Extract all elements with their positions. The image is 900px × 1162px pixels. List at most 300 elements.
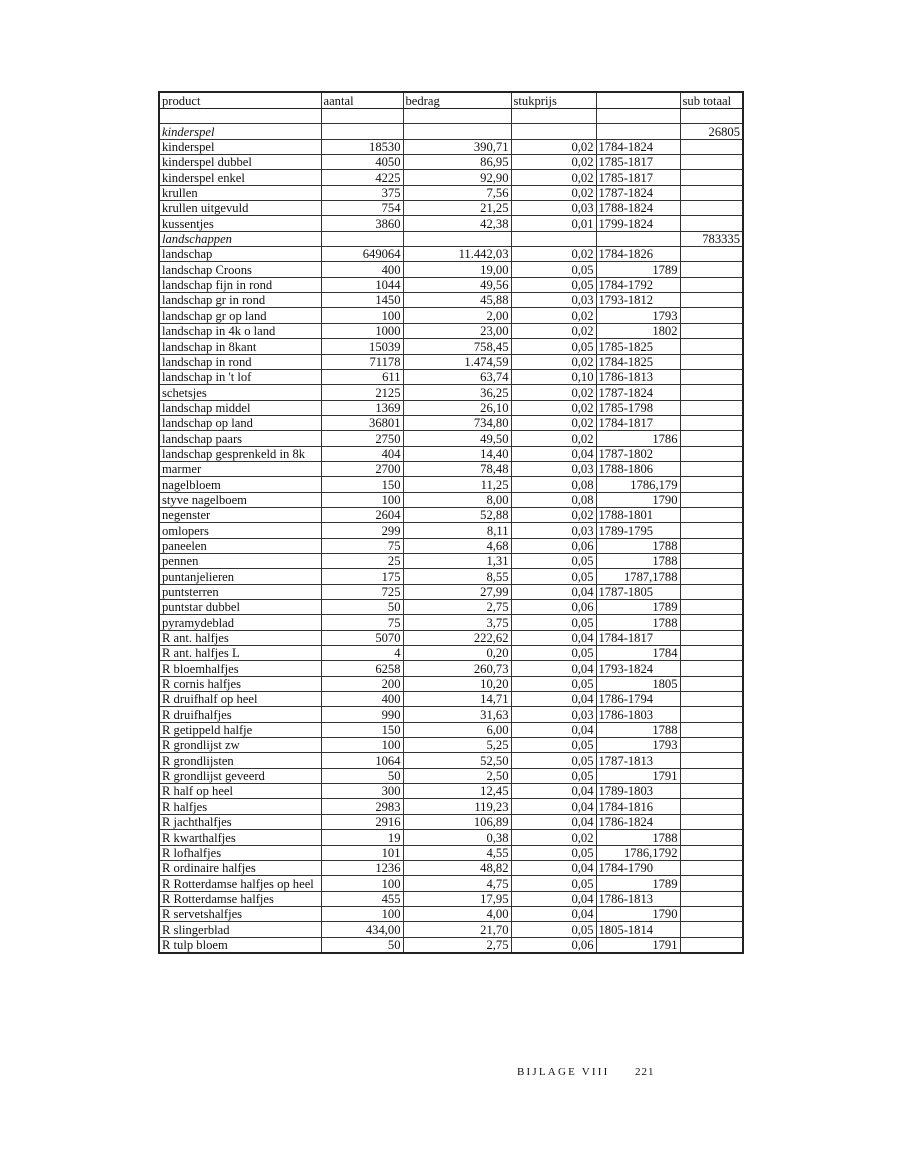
cell-periode: 1793-1812 [596,293,680,308]
cell-aantal: 404 [321,446,403,461]
cell-aantal: 75 [321,615,403,630]
table-row [159,692,743,707]
cell-bedrag: 260,73 [403,661,511,676]
cell-aantal: 5070 [321,630,403,645]
cell-aantal: 375 [321,185,403,200]
cell-aantal: 754 [321,201,403,216]
cell-bedrag: 0,38 [403,830,511,845]
cell-stukprijs: 0,04 [511,906,596,921]
cell-subtotaal [680,738,743,753]
cell-aantal: 1000 [321,323,403,338]
table-row [159,339,743,354]
cell-periode: 1788 [596,615,680,630]
cell-subtotaal [680,385,743,400]
table-row [159,784,743,799]
cell-periode: 1788-1801 [596,507,680,522]
page-number: 221 [635,1066,655,1078]
cell-periode: 1786-1813 [596,891,680,906]
cell-stukprijs: 0,02 [511,155,596,170]
cell-bedrag: 1,31 [403,553,511,568]
cell-bedrag: 5,25 [403,738,511,753]
cell-bedrag: 52,88 [403,507,511,522]
section-row [159,231,743,246]
cell-stukprijs: 0,03 [511,201,596,216]
cell-periode: 1785-1798 [596,400,680,415]
cell-subtotaal [680,538,743,553]
cell-subtotaal [680,354,743,369]
cell-stukprijs: 0,02 [511,507,596,522]
cell-periode: 1790 [596,492,680,507]
cell-aantal: 611 [321,369,403,384]
cell-stukprijs: 0,05 [511,876,596,891]
table-row [159,170,743,185]
cell-stukprijs: 0,06 [511,600,596,615]
cell-aantal: 100 [321,738,403,753]
cell-stukprijs: 0,05 [511,262,596,277]
cell-aantal: 1044 [321,277,403,292]
cell-stukprijs: 0,05 [511,646,596,661]
cell-aantal: 400 [321,262,403,277]
cell-periode: 1787-1802 [596,446,680,461]
cell-aantal: 150 [321,477,403,492]
cell-periode: 1789-1795 [596,523,680,538]
cell-subtotaal [680,646,743,661]
cell-aantal: 100 [321,876,403,891]
cell-bedrag: 2,50 [403,768,511,783]
cell-product: R grondlijst geveerd [159,768,321,783]
cell-periode: 1786-1824 [596,814,680,829]
cell-subtotaal [680,262,743,277]
cell-aantal: 25 [321,553,403,568]
table-row [159,354,743,369]
cell-aantal: 100 [321,308,403,323]
cell-periode: 1789-1803 [596,784,680,799]
cell-stukprijs: 0,08 [511,477,596,492]
cell-aantal: 6258 [321,661,403,676]
cell-product: R kwarthalfjes [159,830,321,845]
cell-bedrag: 11.442,03 [403,247,511,262]
cell-bedrag: 14,71 [403,692,511,707]
cell-subtotaal [680,569,743,584]
cell-aantal: 990 [321,707,403,722]
cell-subtotaal [680,523,743,538]
cell-bedrag: 390,71 [403,139,511,154]
cell-bedrag: 63,74 [403,369,511,384]
cell-product: R ant. halfjes [159,630,321,645]
cell-bedrag: 36,25 [403,385,511,400]
cell-product: paneelen [159,538,321,553]
cell-product: pennen [159,553,321,568]
cell-product: kinderspel dubbel [159,155,321,170]
cell-stukprijs: 0,03 [511,707,596,722]
cell-subtotaal [680,369,743,384]
cell-subtotaal [680,446,743,461]
cell-product: puntstar dubbel [159,600,321,615]
cell-stukprijs: 0,10 [511,369,596,384]
cell-product: landschap in 't lof [159,369,321,384]
cell-subtotaal [680,293,743,308]
cell-aantal [321,231,403,246]
table-row [159,569,743,584]
cell-product: landschap [159,247,321,262]
cell-bedrag: 42,38 [403,216,511,231]
cell-periode: 1793 [596,738,680,753]
cell-subtotaal [680,308,743,323]
cell-subtotaal [680,615,743,630]
cell-aantal: 300 [321,784,403,799]
cell-periode: 1805-1814 [596,922,680,937]
table-row [159,293,743,308]
cell-stukprijs: 0,04 [511,692,596,707]
cell-subtotaal: 783335 [680,231,743,246]
cell-bedrag: 92,90 [403,170,511,185]
cell-stukprijs: 0,05 [511,615,596,630]
cell-bedrag: 222,62 [403,630,511,645]
page-footer [0,1066,900,1082]
cell-aantal: 50 [321,600,403,615]
cell-product: styve nagelboem [159,492,321,507]
cell-product: omlopers [159,523,321,538]
cell-product: R druifhalf op heel [159,692,321,707]
table-row [159,891,743,906]
cell-product: puntanjelieren [159,569,321,584]
cell-periode: 1789 [596,600,680,615]
column-header-periode [596,92,680,109]
cell-subtotaal [680,155,743,170]
table-row [159,477,743,492]
cell-bedrag: 86,95 [403,155,511,170]
cell-periode: 1791 [596,768,680,783]
cell-bedrag: 21,25 [403,201,511,216]
cell-bedrag: 78,48 [403,461,511,476]
cell-aantal: 18530 [321,139,403,154]
cell-product: landschappen [159,231,321,246]
table-row [159,323,743,338]
column-header-aantal: aantal [321,92,403,109]
section-row [159,124,743,139]
cell-subtotaal [680,339,743,354]
cell-aantal: 200 [321,676,403,691]
cell-product: kinderspel enkel [159,170,321,185]
cell-subtotaal [680,753,743,768]
cell-product: landschap op land [159,415,321,430]
cell-subtotaal [680,600,743,615]
cell-periode: 1787-1805 [596,584,680,599]
table-row [159,185,743,200]
cell-product: kinderspel [159,124,321,139]
table-row [159,201,743,216]
cell-periode [596,109,680,124]
cell-stukprijs: 0,04 [511,584,596,599]
cell-product: landschap fijn in rond [159,277,321,292]
cell-subtotaal [680,707,743,722]
cell-stukprijs: 0,03 [511,461,596,476]
cell-periode: 1789 [596,262,680,277]
cell-aantal: 1236 [321,860,403,875]
cell-product: R jachthalfjes [159,814,321,829]
cell-periode: 1784-1825 [596,354,680,369]
cell-aantal: 2983 [321,799,403,814]
cell-aantal: 150 [321,722,403,737]
cell-aantal: 50 [321,937,403,953]
cell-bedrag: 2,75 [403,937,511,953]
cell-bedrag: 3,75 [403,615,511,630]
cell-subtotaal [680,768,743,783]
cell-bedrag: 52,50 [403,753,511,768]
cell-aantal: 434,00 [321,922,403,937]
table-row [159,753,743,768]
cell-subtotaal [680,139,743,154]
cell-periode: 1786,179 [596,477,680,492]
cell-aantal: 2125 [321,385,403,400]
cell-stukprijs: 0,05 [511,553,596,568]
cell-product: landschap gr in rond [159,293,321,308]
cell-subtotaal [680,415,743,430]
table-row [159,860,743,875]
cell-bedrag: 4,75 [403,876,511,891]
table-row [159,906,743,921]
cell-bedrag: 45,88 [403,293,511,308]
table-body [159,109,743,953]
cell-bedrag [403,109,511,124]
table-row [159,507,743,522]
cell-stukprijs: 0,08 [511,492,596,507]
cell-periode: 1788 [596,538,680,553]
cell-stukprijs: 0,04 [511,891,596,906]
table-row [159,216,743,231]
cell-stukprijs: 0,04 [511,661,596,676]
cell-aantal: 71178 [321,354,403,369]
cell-bedrag: 119,23 [403,799,511,814]
table-row [159,247,743,262]
cell-bedrag: 21,70 [403,922,511,937]
cell-product: landschap gr op land [159,308,321,323]
cell-bedrag: 4,68 [403,538,511,553]
cell-aantal: 4050 [321,155,403,170]
cell-product: schetsjes [159,385,321,400]
cell-subtotaal [680,277,743,292]
cell-subtotaal [680,461,743,476]
table-row [159,922,743,937]
table-row [159,308,743,323]
cell-bedrag: 49,50 [403,431,511,446]
cell-stukprijs: 0,02 [511,185,596,200]
cell-aantal: 455 [321,891,403,906]
cell-periode: 1784-1816 [596,799,680,814]
cell-subtotaal [680,860,743,875]
cell-product: landschap in 8kant [159,339,321,354]
cell-bedrag: 0,20 [403,646,511,661]
cell-aantal: 101 [321,845,403,860]
cell-product: kussentjes [159,216,321,231]
table-row [159,707,743,722]
cell-stukprijs: 0,03 [511,293,596,308]
cell-stukprijs: 0,02 [511,247,596,262]
cell-aantal: 649064 [321,247,403,262]
cell-stukprijs: 0,02 [511,431,596,446]
cell-periode: 1805 [596,676,680,691]
cell-periode: 1784 [596,646,680,661]
cell-subtotaal [680,507,743,522]
table-row [159,646,743,661]
cell-bedrag: 8,00 [403,492,511,507]
cell-bedrag: 27,99 [403,584,511,599]
cell-periode [596,124,680,139]
cell-bedrag: 17,95 [403,891,511,906]
cell-periode: 1788-1806 [596,461,680,476]
cell-periode: 1784-1792 [596,277,680,292]
cell-aantal: 1369 [321,400,403,415]
cell-product: nagelbloem [159,477,321,492]
cell-subtotaal: 26805 [680,124,743,139]
cell-aantal: 299 [321,523,403,538]
cell-bedrag [403,124,511,139]
cell-stukprijs: 0,05 [511,676,596,691]
cell-periode: 1785-1825 [596,339,680,354]
cell-periode: 1790 [596,906,680,921]
cell-product: R grondlijsten [159,753,321,768]
cell-stukprijs: 0,04 [511,860,596,875]
table-row [159,155,743,170]
table-row [159,722,743,737]
cell-aantal [321,109,403,124]
cell-periode: 1788 [596,553,680,568]
table-row [159,262,743,277]
cell-subtotaal [680,553,743,568]
cell-stukprijs: 0,05 [511,922,596,937]
cell-stukprijs: 0,05 [511,753,596,768]
table-row [159,845,743,860]
cell-product: puntsterren [159,584,321,599]
cell-bedrag: 14,40 [403,446,511,461]
cell-stukprijs: 0,04 [511,799,596,814]
cell-bedrag: 2,00 [403,308,511,323]
cell-subtotaal [680,109,743,124]
cell-bedrag [403,231,511,246]
table-row [159,109,743,124]
cell-aantal: 1064 [321,753,403,768]
cell-periode: 1793-1824 [596,661,680,676]
cell-product: R lofhalfjes [159,845,321,860]
cell-bedrag: 49,56 [403,277,511,292]
cell-aantal: 100 [321,492,403,507]
cell-bedrag: 11,25 [403,477,511,492]
cell-subtotaal [680,784,743,799]
cell-subtotaal [680,814,743,829]
cell-stukprijs: 0,04 [511,446,596,461]
table-row [159,630,743,645]
table-row [159,415,743,430]
cell-aantal: 75 [321,538,403,553]
cell-product: landschap Croons [159,262,321,277]
table-row [159,676,743,691]
cell-bedrag: 2,75 [403,600,511,615]
cell-bedrag: 4,55 [403,845,511,860]
cell-subtotaal [680,400,743,415]
cell-aantal: 100 [321,906,403,921]
cell-bedrag: 31,63 [403,707,511,722]
cell-product: R bloemhalfjes [159,661,321,676]
cell-periode: 1784-1824 [596,139,680,154]
cell-stukprijs: 0,05 [511,277,596,292]
cell-aantal: 4 [321,646,403,661]
cell-product: R halfjes [159,799,321,814]
cell-periode: 1788 [596,722,680,737]
cell-periode: 1785-1817 [596,155,680,170]
cell-stukprijs: 0,06 [511,937,596,953]
cell-subtotaal [680,201,743,216]
table-row [159,369,743,384]
cell-periode: 1786-1794 [596,692,680,707]
table-row [159,400,743,415]
cell-periode: 1802 [596,323,680,338]
cell-bedrag: 106,89 [403,814,511,829]
cell-periode: 1787-1824 [596,385,680,400]
cell-periode: 1784-1826 [596,247,680,262]
table-row [159,446,743,461]
cell-subtotaal [680,845,743,860]
cell-stukprijs: 0,05 [511,738,596,753]
cell-product: marmer [159,461,321,476]
cell-aantal: 725 [321,584,403,599]
cell-subtotaal [680,676,743,691]
cell-aantal: 19 [321,830,403,845]
cell-periode: 1785-1817 [596,170,680,185]
table-row [159,615,743,630]
cell-periode: 1787-1813 [596,753,680,768]
cell-stukprijs: 0,02 [511,323,596,338]
cell-product: landschap in 4k o land [159,323,321,338]
cell-product: kinderspel [159,139,321,154]
cell-subtotaal [680,722,743,737]
cell-stukprijs: 0,04 [511,722,596,737]
cell-stukprijs: 0,05 [511,845,596,860]
cell-product: pyramydeblad [159,615,321,630]
cell-stukprijs: 0,02 [511,139,596,154]
cell-bedrag: 1.474,59 [403,354,511,369]
table-row [159,768,743,783]
cell-aantal: 4225 [321,170,403,185]
cell-periode: 1787,1788 [596,569,680,584]
cell-aantal [321,124,403,139]
cell-stukprijs: 0,05 [511,569,596,584]
cell-periode: 1786-1803 [596,707,680,722]
cell-subtotaal [680,630,743,645]
cell-product: R getippeld halfje [159,722,321,737]
cell-product: R ordinaire halfjes [159,860,321,875]
cell-bedrag: 6,00 [403,722,511,737]
cell-bedrag: 19,00 [403,262,511,277]
cell-stukprijs: 0,02 [511,354,596,369]
table-row [159,937,743,953]
cell-subtotaal [680,323,743,338]
cell-stukprijs [511,109,596,124]
cell-product: R tulp bloem [159,937,321,953]
cell-periode: 1788-1824 [596,201,680,216]
cell-subtotaal [680,492,743,507]
cell-aantal: 2700 [321,461,403,476]
cell-aantal: 1450 [321,293,403,308]
cell-subtotaal [680,922,743,937]
cell-subtotaal [680,876,743,891]
cell-aantal: 36801 [321,415,403,430]
cell-subtotaal [680,692,743,707]
cell-bedrag: 8,55 [403,569,511,584]
cell-stukprijs: 0,02 [511,415,596,430]
table-row [159,139,743,154]
cell-product: landschap gesprenkeld in 8k [159,446,321,461]
cell-stukprijs: 0,05 [511,339,596,354]
